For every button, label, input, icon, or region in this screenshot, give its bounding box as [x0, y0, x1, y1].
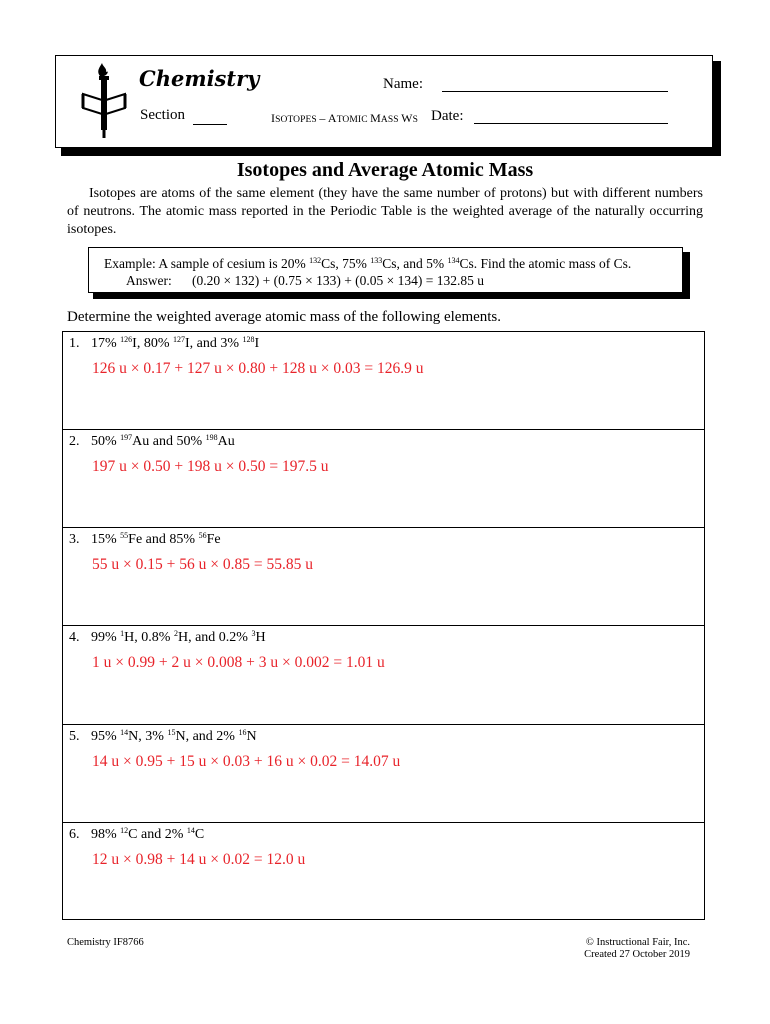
isotope-mass-number: 55 — [120, 531, 129, 540]
problem-number: 2. — [69, 434, 80, 449]
example-text: Example: A sample of cesium is 20% $^{132}$Cs, 75% $^{133}$Cs, and 5% $^{134}$Cs. Find the atomic mass of Cs. — [104, 256, 632, 271]
problems-table — [62, 331, 705, 920]
isotope-mass-number: 14 — [120, 728, 129, 737]
isotope-mass-number: 1 — [120, 629, 125, 638]
isotope-mass-number: 127 — [173, 335, 185, 344]
problem-row — [63, 528, 704, 626]
isotope-mass-number: 16 — [238, 728, 247, 737]
problem-answer[interactable]: 126 u × 0.17 + 127 u × 0.80 + 128 u × 0.03 = 126.9 u — [92, 360, 424, 377]
isotope-mass-number: 198 — [205, 433, 218, 442]
intro-paragraph: Isotopes are atoms of the same element (they have the same number of protons) but with different numbers of neutrons. The atomic mass reported in the Periodic Table is the weighted average of the naturally occurring isotopes. — [67, 186, 703, 237]
footer-created-date: Created 27 October 2019 — [584, 949, 690, 960]
problem-question: 5. 95% $^{14}$N, 3% $^{15}$N, and 2% $^{16}$N — [69, 728, 257, 744]
example-answer-value: (0.20 × 132) + (0.75 × 133) + (0.05 × 134) = 132.85 u — [192, 273, 485, 288]
torch-book-logo-icon — [80, 62, 128, 140]
instructions: Determine the weighted average atomic mass of the following elements. — [67, 309, 502, 325]
example-answer-label: Answer: — [126, 273, 172, 288]
isotope-mass-number: 2 — [173, 629, 178, 638]
page-title: Isotopes and Average Atomic Mass — [236, 159, 534, 181]
problem-number: 5. — [69, 729, 80, 744]
isotope-mass-number: 128 — [242, 335, 255, 344]
problem-answer[interactable]: 197 u × 0.50 + 198 u × 0.50 = 197.5 u — [92, 458, 329, 475]
problem-question: 1. 17% $^{126}$I, 80% $^{127}$I, and 3% $^{128}$I — [69, 335, 260, 351]
isotope-mass-number: 15 — [167, 728, 176, 737]
problem-question: 6. 98% $^{12}$C and 2% $^{14}$C — [69, 826, 205, 842]
problem-question: 3. 15% $^{55}$Fe and 85% $^{56}$Fe — [69, 531, 221, 547]
problem-number: 3. — [69, 532, 80, 547]
problem-answer[interactable]: 14 u × 0.95 + 15 u × 0.03 + 16 u × 0.02 = 14.07 u — [92, 753, 401, 770]
problem-row — [63, 430, 704, 528]
section-blank[interactable] — [193, 124, 227, 125]
name-label: Name: — [383, 76, 423, 92]
footer-left: Chemistry IF8766 — [67, 937, 144, 948]
problem-answer[interactable]: 55 u × 0.15 + 56 u × 0.85 = 55.85 u — [92, 556, 313, 573]
isotope-mass-number: 56 — [198, 531, 207, 540]
problem-row — [63, 332, 704, 430]
isotope-mass-number: 12 — [120, 826, 129, 835]
problem-question: 4. 99% $^1$H, 0.8% $^2$H, and 0.2% $^3$H — [69, 629, 266, 645]
problem-number: 6. — [69, 827, 80, 842]
problem-row — [63, 725, 704, 823]
date-label: Date: — [431, 108, 464, 124]
isotope-mass-number: 197 — [120, 433, 133, 442]
problem-answer[interactable]: 12 u × 0.98 + 14 u × 0.02 = 12.0 u — [92, 851, 306, 868]
isotope-mass-number: 126 — [120, 335, 133, 344]
name-blank[interactable] — [442, 91, 668, 92]
problem-number: 4. — [69, 630, 80, 645]
problem-answer[interactable]: 1 u × 0.99 + 2 u × 0.008 + 3 u × 0.002 = 1.01 u — [92, 654, 385, 671]
problem-row — [63, 823, 704, 919]
date-blank[interactable] — [474, 123, 668, 124]
problem-question: 2. 50% $^{197}$Au and 50% $^{198}$Au — [69, 433, 235, 449]
problem-number: 1. — [69, 336, 80, 351]
isotope-mass-number: 3 — [251, 629, 256, 638]
problem-row — [63, 626, 704, 725]
worksheet-title: ISOTOPES – ATOMIC MASS WS — [271, 111, 418, 125]
subject-title: Chemistry — [139, 66, 260, 91]
section-label: Section — [140, 107, 185, 123]
footer-copyright: © Instructional Fair, Inc. — [585, 937, 690, 948]
isotope-mass-number: 14 — [186, 826, 195, 835]
